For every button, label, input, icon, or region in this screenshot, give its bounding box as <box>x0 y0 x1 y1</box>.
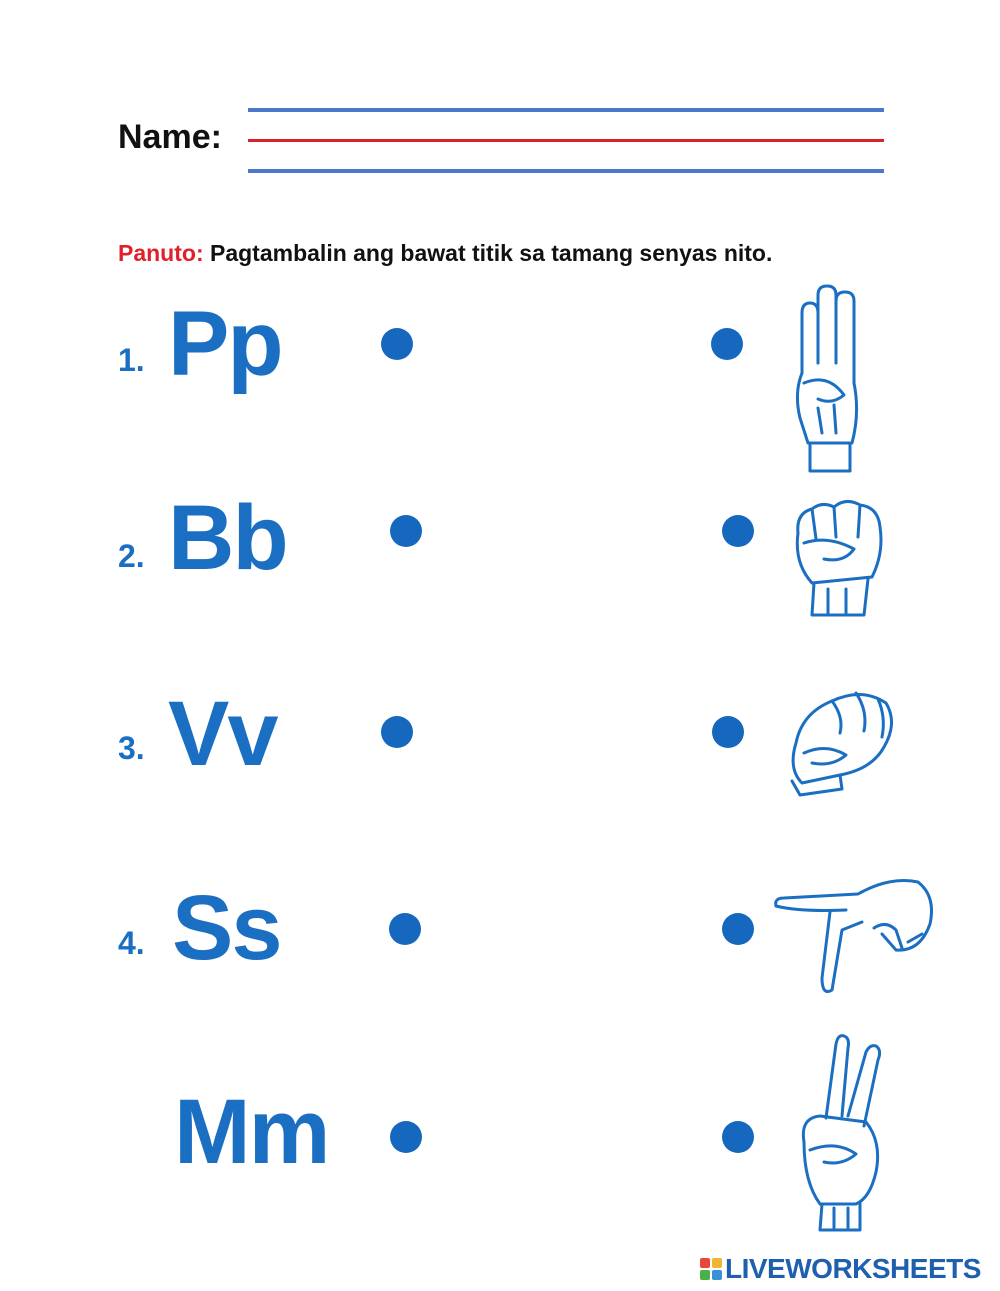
right-match-dot-2[interactable] <box>722 515 754 547</box>
item-number-3: 3. <box>118 730 145 766</box>
item-letters-5: Mm <box>174 1081 329 1183</box>
instruction-label: Panuto: <box>118 240 204 266</box>
instruction <box>118 240 772 267</box>
hand-fist-side-icon <box>782 683 898 799</box>
name-line-middle[interactable] <box>248 139 884 142</box>
left-match-dot-5[interactable] <box>390 1121 422 1153</box>
item-letters-1: Pp <box>168 293 282 395</box>
left-match-dot-1[interactable] <box>381 328 413 360</box>
liveworksheets-logo-icon <box>700 1258 722 1280</box>
right-match-dot-4[interactable] <box>722 913 754 945</box>
right-match-dot-1[interactable] <box>711 328 743 360</box>
instruction-text: Pagtambalin ang bawat titik sa tamang senyas nito. <box>210 240 773 266</box>
right-match-dot-5[interactable] <box>722 1121 754 1153</box>
left-match-dot-4[interactable] <box>389 913 421 945</box>
right-match-dot-3[interactable] <box>712 716 744 748</box>
item-number-2: 2. <box>118 538 145 574</box>
hand-three-fingers-icon <box>788 283 868 478</box>
liveworksheets-brand[interactable] <box>700 1254 981 1284</box>
name-label: Name: <box>118 118 222 156</box>
hand-pointing-icon <box>770 870 938 1000</box>
item-letters-2: Bb <box>168 487 287 589</box>
name-line-top <box>248 108 884 112</box>
name-line-bottom <box>248 169 884 173</box>
brand-text: LIVEWORKSHEETS <box>725 1253 981 1284</box>
left-match-dot-2[interactable] <box>390 515 422 547</box>
item-number-4: 4. <box>118 925 145 961</box>
hand-two-fingers-icon <box>796 1032 886 1234</box>
left-match-dot-3[interactable] <box>381 716 413 748</box>
hand-fist-icon <box>788 493 888 621</box>
item-number-1: 1. <box>118 342 145 378</box>
item-letters-3: Vv <box>168 683 277 785</box>
item-letters-4: Ss <box>172 877 281 979</box>
